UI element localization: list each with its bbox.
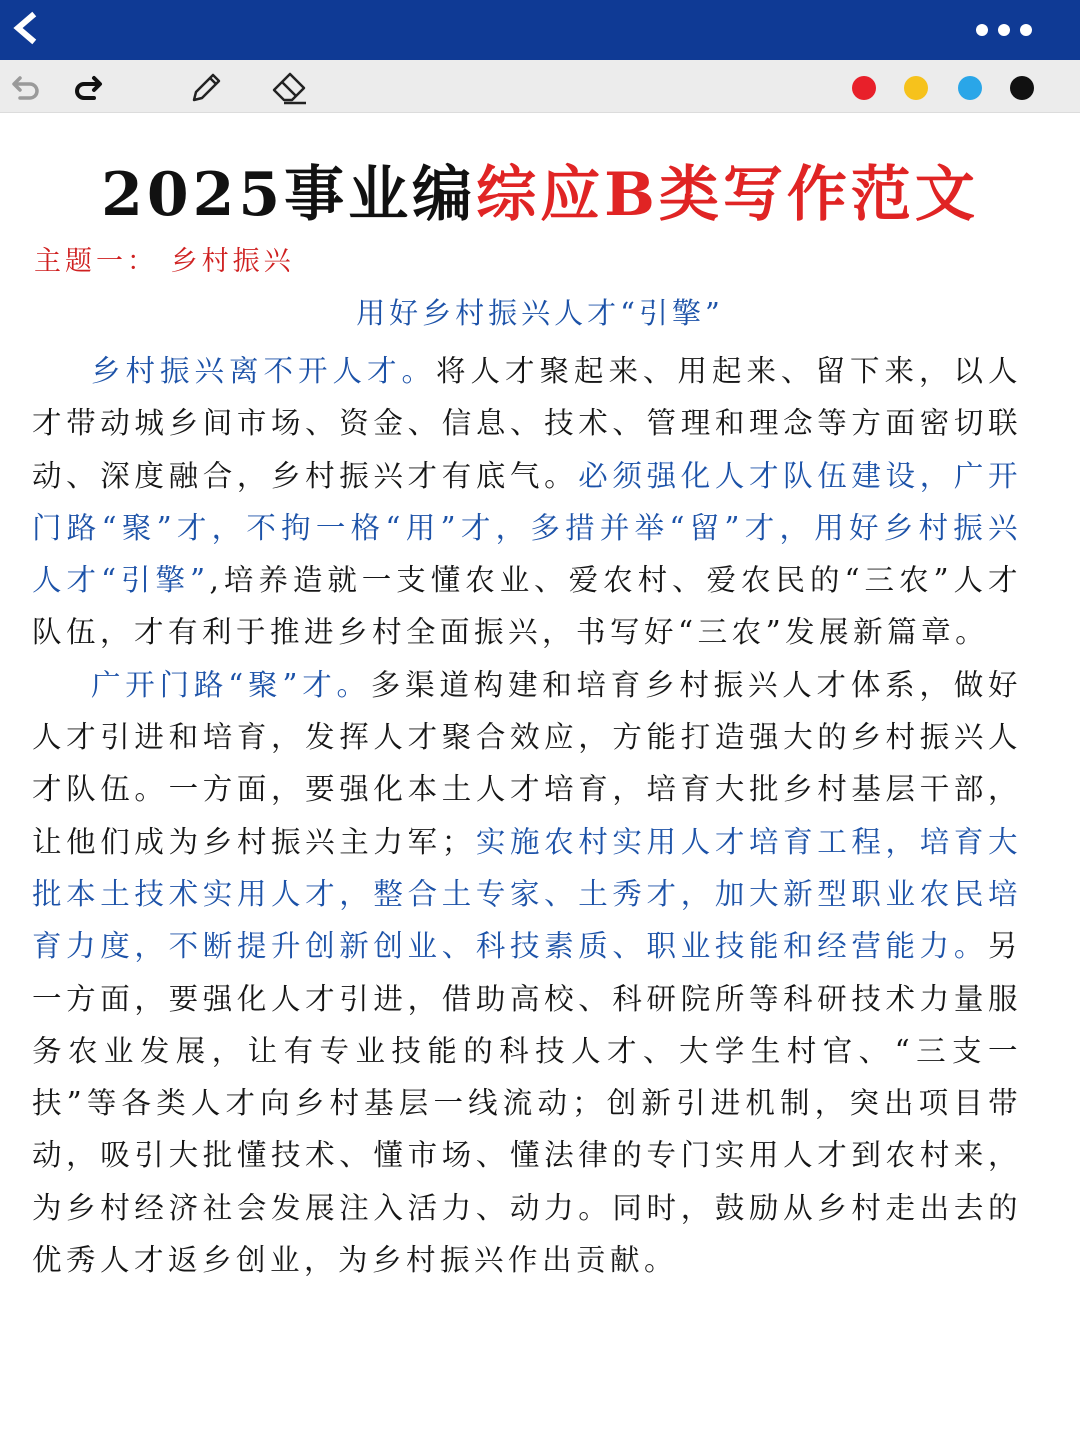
redo-icon — [68, 68, 106, 106]
pen-tool-button[interactable] — [186, 68, 224, 106]
color-red-swatch[interactable] — [852, 76, 876, 100]
p1-highlight: 必须强化人才队伍建设，广开门路“聚”才，不拘一格“用”才，多措并举“留”才，用好乡村振兴人才“引擎” — [32, 458, 1022, 598]
topic-heading: 主题一： 乡村振兴 — [34, 246, 295, 277]
essay-body — [32, 345, 1022, 1286]
p1-lead-sentence: 乡村振兴离不开人才。 — [91, 354, 436, 388]
eraser-icon — [270, 68, 310, 106]
color-yellow-swatch[interactable] — [904, 76, 928, 100]
undo-icon — [8, 68, 46, 106]
title-red-part: 综应B类写作范文 — [476, 160, 979, 230]
eraser-tool-button[interactable] — [270, 68, 308, 106]
color-black-swatch[interactable] — [1010, 76, 1034, 100]
more-button[interactable] — [976, 18, 1040, 42]
p1-text: 将人才聚起来、用起来、留下来，以人才带动城乡间市场、资金、信息、技术、管理和理念等方面密切联动、深度融合，乡村振兴才有底气。 — [32, 354, 1022, 493]
p2-text: 多渠道构建和培育乡村振兴人才体系，做好人才引进和培育，发挥人才聚合效应，方能打造强大的乡村振兴人才队伍。一方面，要强化本土人才培育，培育大批乡村基层干部，让他们成为乡村振兴主力军； — [32, 667, 1022, 859]
p2-text-end: 另一方面，要强化人才引进，借助高校、科研院所等科研技术力量服务农业发展，让有专业技能的科技人才、大学生村官、“三支一扶”等各类人才向乡村基层一线流动；创新引进机制，突出项目带动，吸引大批懂技术、懂市场、懂法律的专门实用人才到农村来，为乡村经济社会发展注入活力、动力。同时，鼓励从乡村走出去的优秀人才返乡创业，为乡村振兴作出贡献。 — [32, 929, 1022, 1278]
paragraph-1 — [32, 345, 1022, 659]
more-dots-icon — [976, 24, 988, 36]
color-blue-swatch[interactable] — [958, 76, 982, 100]
pencil-icon — [186, 68, 224, 106]
chevron-left-icon — [6, 8, 46, 48]
undo-button[interactable] — [8, 68, 46, 106]
p1-text-end: ,培养造就一支懂农业、爱农村、爱农民的“三农”人才队伍，才有利于推进乡村全面振兴，书写好“三农”发展新篇章。 — [32, 563, 1022, 650]
page-title — [0, 147, 1080, 233]
p2-lead-sentence: 广开门路“聚”才。 — [91, 667, 371, 702]
back-button[interactable] — [6, 8, 46, 48]
p2-highlight: 实施农村实用人才培育工程，培育大批本土技术实用人才，整合土专家、土秀才，加大新型职业农民培育力度，不断提升创新创业、科技素质、职业技能和经营能力。 — [32, 824, 1022, 964]
document-page — [0, 113, 1080, 1443]
essay-subtitle: 用好乡村振兴人才“引擎” — [356, 296, 724, 330]
paragraph-2 — [32, 659, 1022, 1287]
title-black-part: 2025事业编 — [101, 160, 477, 230]
top-bar — [0, 0, 1080, 60]
redo-button[interactable] — [68, 68, 106, 106]
